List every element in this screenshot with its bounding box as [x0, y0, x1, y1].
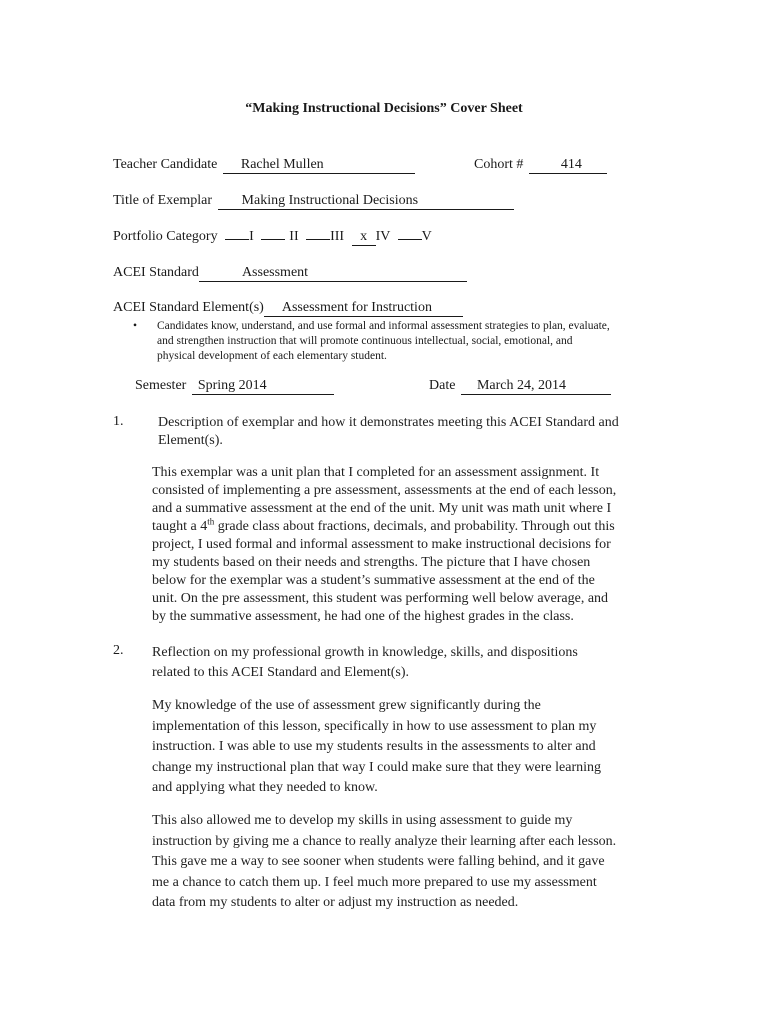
- body-line: below for the exemplar was a student’s summative assessment at the end of the: [152, 573, 595, 588]
- acei-standard-field: [113, 265, 467, 282]
- body-line: and a summative assessment at the end of the unit. My unit was math unit where I: [152, 501, 612, 516]
- heading-line: Description of exemplar and how it demonstrates meeting this ACEI Standard and: [158, 415, 619, 430]
- body-line: unit. On the pre assessment, this student was performing well below average, and: [152, 591, 609, 606]
- portfolio-mark-3: [306, 239, 330, 240]
- portfolio-mark-1: [225, 239, 249, 240]
- section-1-number: 1.: [113, 414, 124, 429]
- body-line: instruction by giving me a chance to really analyze their learning after each lesson.: [152, 833, 617, 849]
- exemplar-label: Title of Exemplar: [113, 193, 213, 208]
- semester-field: [135, 378, 334, 395]
- section-1-heading: [158, 414, 619, 450]
- section-1-body: [152, 464, 616, 626]
- section-2-paragraph-1: [152, 696, 601, 799]
- section-2-paragraph-2: [152, 811, 616, 914]
- body-line-pre: taught a 4: [152, 519, 208, 534]
- body-line: by the summative assessment, he had one of the highest grades in the class.: [152, 609, 574, 624]
- body-line: me a chance to catch them up. I feel much more prepared to use my assessment: [152, 874, 597, 890]
- teacher-candidate-value: Rachel Mullen: [223, 157, 415, 174]
- teacher-candidate-label: Teacher Candidate: [113, 157, 218, 172]
- portfolio-category-field: [113, 229, 432, 246]
- body-line: My knowledge of the use of assessment grew significantly during the: [152, 698, 541, 713]
- page-title: “Making Instructional Decisions” Cover Sheet: [245, 101, 523, 116]
- semester-value: Spring 2014: [192, 378, 334, 395]
- body-line: change my instructional plan that way I could make sure that they were learning: [152, 759, 602, 775]
- acei-element-label: ACEI Standard Element(s): [113, 300, 264, 315]
- body-line: instruction. I was able to use my students results in the assessments to alter and: [152, 739, 596, 754]
- element-description: [157, 319, 610, 364]
- body-line: project, I used formal and informal assessment to make instructional decisions for: [152, 537, 611, 552]
- element-description-line: physical development of each elementary student.: [157, 350, 387, 362]
- heading-line: Reflection on my professional growth in knowledge, skills, and dispositions: [152, 645, 578, 660]
- body-line-post: grade class about fractions, decimals, and probability. Through out this: [214, 519, 615, 534]
- exemplar-field: [113, 193, 514, 210]
- body-line: my students based on their needs and strengths. The picture that I have chosen: [152, 555, 591, 570]
- body-line: consisted of implementing a pre assessment, assessments at the end of each lesson,: [152, 483, 617, 498]
- bullet-icon: •: [133, 320, 138, 332]
- portfolio-numeral-3: III: [330, 229, 345, 244]
- element-description-line: Candidates know, understand, and use formal and informal assessment strategies to plan, evaluate,: [157, 320, 610, 332]
- portfolio-numeral-1: I: [249, 229, 254, 244]
- portfolio-mark-5: [398, 239, 422, 240]
- portfolio-mark-4: x: [352, 229, 376, 246]
- heading-line: related to this ACEI Standard and Element(s).: [152, 665, 409, 680]
- semester-label: Semester: [135, 378, 187, 393]
- cohort-label: Cohort #: [474, 157, 524, 172]
- cohort-value: 414: [529, 157, 607, 174]
- teacher-candidate-field: [113, 157, 415, 174]
- portfolio-numeral-5: V: [421, 229, 432, 244]
- portfolio-category-label: Portfolio Category: [113, 229, 218, 244]
- date-field: [429, 378, 611, 395]
- exemplar-value: Making Instructional Decisions: [218, 193, 514, 210]
- heading-line: Element(s).: [158, 433, 223, 448]
- portfolio-numeral-4: IV: [375, 229, 391, 244]
- body-line-with-superscript: [152, 518, 616, 536]
- acei-standard-label: ACEI Standard: [113, 265, 199, 280]
- portfolio-mark-2: [261, 239, 285, 240]
- date-value: March 24, 2014: [461, 378, 611, 395]
- body-line: This exemplar was a unit plan that I completed for an assessment assignment. It: [152, 465, 600, 480]
- portfolio-numeral-2: II: [289, 229, 299, 244]
- date-label: Date: [429, 378, 456, 393]
- acei-standard-value: Assessment: [199, 265, 467, 282]
- body-line: and applying what they needed to know.: [152, 780, 378, 795]
- body-line: data from my students to alter or adjust my instruction as needed.: [152, 895, 519, 910]
- element-description-line: and strengthen instruction that will promote continuous intellectual, social, emotional, and: [157, 335, 573, 347]
- section-2-heading: [152, 643, 578, 683]
- body-line: This gave me a way to see sooner when students were falling behind, and it gave: [152, 854, 605, 869]
- cohort-field: [474, 157, 607, 174]
- superscript-th: th: [207, 516, 215, 527]
- acei-element-value: Assessment for Instruction: [264, 300, 463, 317]
- acei-element-field: [113, 300, 463, 317]
- body-line: implementation of this lesson, specifically in how to use assessment to plan my: [152, 718, 597, 734]
- body-line: This also allowed me to develop my skills in using assessment to guide my: [152, 813, 573, 828]
- section-2-number: 2.: [113, 643, 124, 658]
